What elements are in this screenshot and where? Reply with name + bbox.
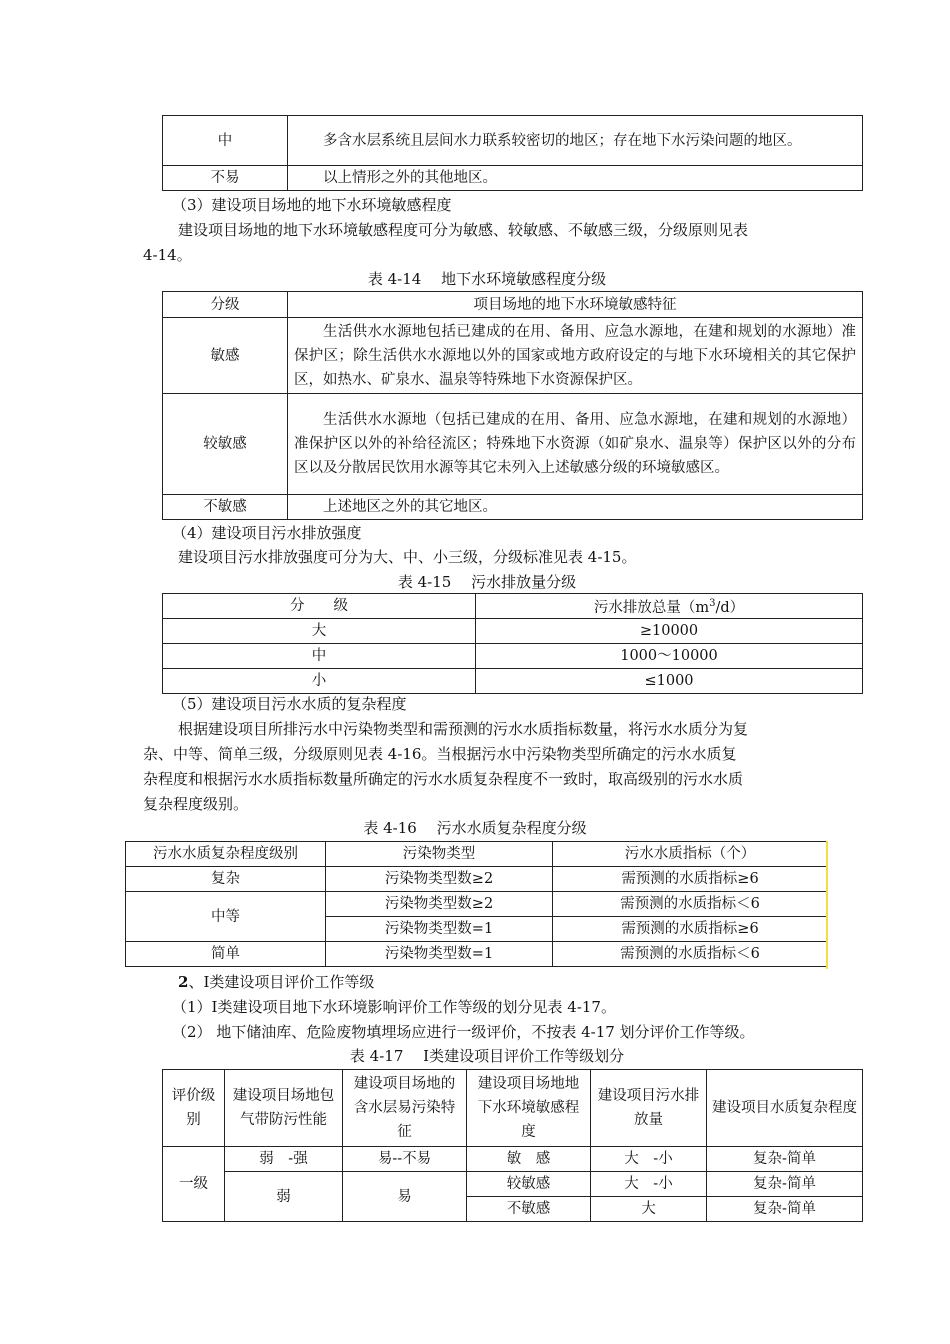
sensitivity-cell: 不敏感 <box>467 1197 591 1222</box>
level-cell: 不易 <box>163 166 288 191</box>
paragraph-line: 杂、中等、简单三级，分级原则见表 4-16。当根据污水中污染物类型所确定的污水水质复 <box>143 745 737 763</box>
section-heading: （4）建设项目污水排放强度 <box>172 524 362 542</box>
section-heading <box>178 970 374 994</box>
type-cell: 污染物类型数=1 <box>326 917 553 942</box>
list-item: （2） 地下储油库、危险废物填埋场应进行一级评价，不按表 4-17 划分评价工作等级。 <box>172 1023 755 1041</box>
paragraph-line: 杂程度和根据污水水质指标数量所确定的污水水质复杂程度不一致时，取高级别的污水水质 <box>143 770 744 788</box>
table-4-15 <box>162 593 863 694</box>
header-cell: 分级 <box>163 292 288 318</box>
table-row <box>126 942 828 967</box>
header-cell: 建设项目水质复杂程度 <box>707 1070 863 1147</box>
paragraph-line: 复杂程度级别。 <box>143 795 249 813</box>
table-row <box>126 892 828 917</box>
table-edge-highlight <box>826 841 828 969</box>
table-row <box>163 495 863 520</box>
type-cell: 污染物类型数≥2 <box>326 867 553 892</box>
desc-cell: 上述地区之外的其它地区。 <box>288 495 863 520</box>
level-cell: 小 <box>163 668 476 693</box>
section-number: 2 <box>178 973 189 991</box>
table-4-16 <box>125 841 828 967</box>
header-cell: 建设项目污水排放量 <box>591 1070 707 1147</box>
header-cell: 污染物类型 <box>326 842 553 867</box>
index-cell: 需预测的水质指标＜6 <box>553 942 828 967</box>
table-row <box>163 1172 863 1197</box>
amount-cell: ≥10000 <box>476 618 863 643</box>
level-cell: 一级 <box>163 1147 225 1222</box>
type-cell: 污染物类型数≥2 <box>326 892 553 917</box>
complexity-cell: 复杂-简单 <box>707 1197 863 1222</box>
table-row <box>163 394 863 495</box>
table-row <box>163 318 863 394</box>
amount-header-suffix: /d） <box>715 599 745 616</box>
amount-header-sup: 3 <box>709 598 716 609</box>
amount-cell: ≤1000 <box>476 668 863 693</box>
header-cell: 建设项目场地地下水环境敏感程度 <box>467 1070 591 1147</box>
level-cell: 简单 <box>126 942 326 967</box>
vadose-cell: 弱 -强 <box>225 1147 343 1172</box>
header-cell: 建设项目场地的含水层易污染特征 <box>343 1070 467 1147</box>
table-4-17 <box>162 1069 863 1222</box>
level-cell: 大 <box>163 618 476 643</box>
table-4-14 <box>162 291 863 520</box>
table-row <box>163 1147 863 1172</box>
table-caption: 表 4-17 Ⅰ类建设项目评价工作等级划分 <box>349 1047 625 1065</box>
level-cell: 复杂 <box>126 867 326 892</box>
table-caption: 表 4-16 污水水质复杂程度分级 <box>363 819 587 837</box>
aquifer-cell: 易--不易 <box>343 1147 467 1172</box>
table-header-row <box>126 842 828 867</box>
table-row <box>163 618 863 643</box>
table-header-row <box>163 594 863 619</box>
desc-cell: 生活供水水源地包括已建成的在用、备用、应急水源地，在建和规划的水源地）准保护区；除生活供水水源地以外的国家或地方政府设定的与地下水环境相关的其它保护区，如热水、矿泉水、温泉等特殊地下水资源保护区。 <box>288 318 863 394</box>
sensitivity-cell: 敏 感 <box>467 1147 591 1172</box>
section-heading: （5）建设项目污水水质的复杂程度 <box>172 695 407 713</box>
desc-cell: 多含水层系统且层间水力联系较密切的地区；存在地下水污染问题的地区。 <box>288 116 863 166</box>
table-row <box>126 867 828 892</box>
type-cell: 污染物类型数=1 <box>326 942 553 967</box>
paragraph-line: 建设项目污水排放强度可分为大、中、小三级，分级标准见表 4-15。 <box>178 548 637 566</box>
header-cell: 评价级别 <box>163 1070 225 1147</box>
header-cell: 污水水质复杂程度级别 <box>126 842 326 867</box>
level-cell: 敏感 <box>163 318 288 394</box>
paragraph-line: 根据建设项目所排污水中污染物类型和需预测的污水水质指标数量，将污水水质分为复 <box>178 720 749 738</box>
section-heading: （3）建设项目场地的地下水环境敏感程度 <box>172 196 452 214</box>
list-item: （1）Ⅰ类建设项目地下水环境影响评价工作等级的划分见表 4-17。 <box>172 998 616 1016</box>
level-cell: 较敏感 <box>163 394 288 495</box>
table-row <box>163 668 863 693</box>
discharge-cell: 大 <box>591 1197 707 1222</box>
index-cell: 需预测的水质指标＜6 <box>553 892 828 917</box>
header-cell: 项目场地的地下水环境敏感特征 <box>288 292 863 318</box>
header-cell <box>476 594 863 619</box>
discharge-cell: 大 -小 <box>591 1172 707 1197</box>
aquifer-cell: 易 <box>343 1172 467 1222</box>
vadose-cell: 弱 <box>225 1172 343 1222</box>
table-caption: 表 4-15 污水排放量分级 <box>397 573 577 591</box>
complexity-cell: 复杂-简单 <box>707 1147 863 1172</box>
complexity-cell: 复杂-简单 <box>707 1172 863 1197</box>
sensitivity-cell: 较敏感 <box>467 1172 591 1197</box>
amount-cell: 1000～10000 <box>476 643 863 668</box>
header-cell: 建设项目场地包气带防污性能 <box>225 1070 343 1147</box>
header-cell: 分 级 <box>163 594 476 619</box>
table-header-row <box>163 292 863 318</box>
table-row <box>163 166 863 191</box>
table-row <box>163 643 863 668</box>
level-cell: 中等 <box>126 892 326 942</box>
section-title: 、Ⅰ类建设项目评价工作等级 <box>188 973 375 991</box>
paragraph-line: 4-14。 <box>143 246 192 264</box>
index-cell: 需预测的水质指标≥6 <box>553 867 828 892</box>
amount-header-prefix: 污水排放总量（m <box>593 599 710 616</box>
paragraph-line: 建设项目场地的地下水环境敏感程度可分为敏感、较敏感、不敏感三级，分级原则见表 <box>178 221 749 239</box>
discharge-cell: 大 -小 <box>591 1147 707 1172</box>
index-cell: 需预测的水质指标≥6 <box>553 917 828 942</box>
level-cell: 中 <box>163 116 288 166</box>
level-cell: 不敏感 <box>163 495 288 520</box>
table-row <box>163 116 863 166</box>
header-cell: 污水水质指标（个） <box>553 842 828 867</box>
table-header-row <box>163 1070 863 1147</box>
desc-cell: 以上情形之外的其他地区。 <box>288 166 863 191</box>
desc-cell: 生活供水水源地（包括已建成的在用、备用、应急水源地，在建和规划的水源地）准保护区以外的补给径流区；特殊地下水资源（如矿泉水、温泉等）保护区以外的分布区以及分散居民饮用水源等其它未列入上述敏感分级的环境敏感区。 <box>288 394 863 495</box>
top-table <box>162 115 863 191</box>
level-cell: 中 <box>163 643 476 668</box>
table-caption: 表 4-14 地下水环境敏感程度分级 <box>367 270 607 288</box>
